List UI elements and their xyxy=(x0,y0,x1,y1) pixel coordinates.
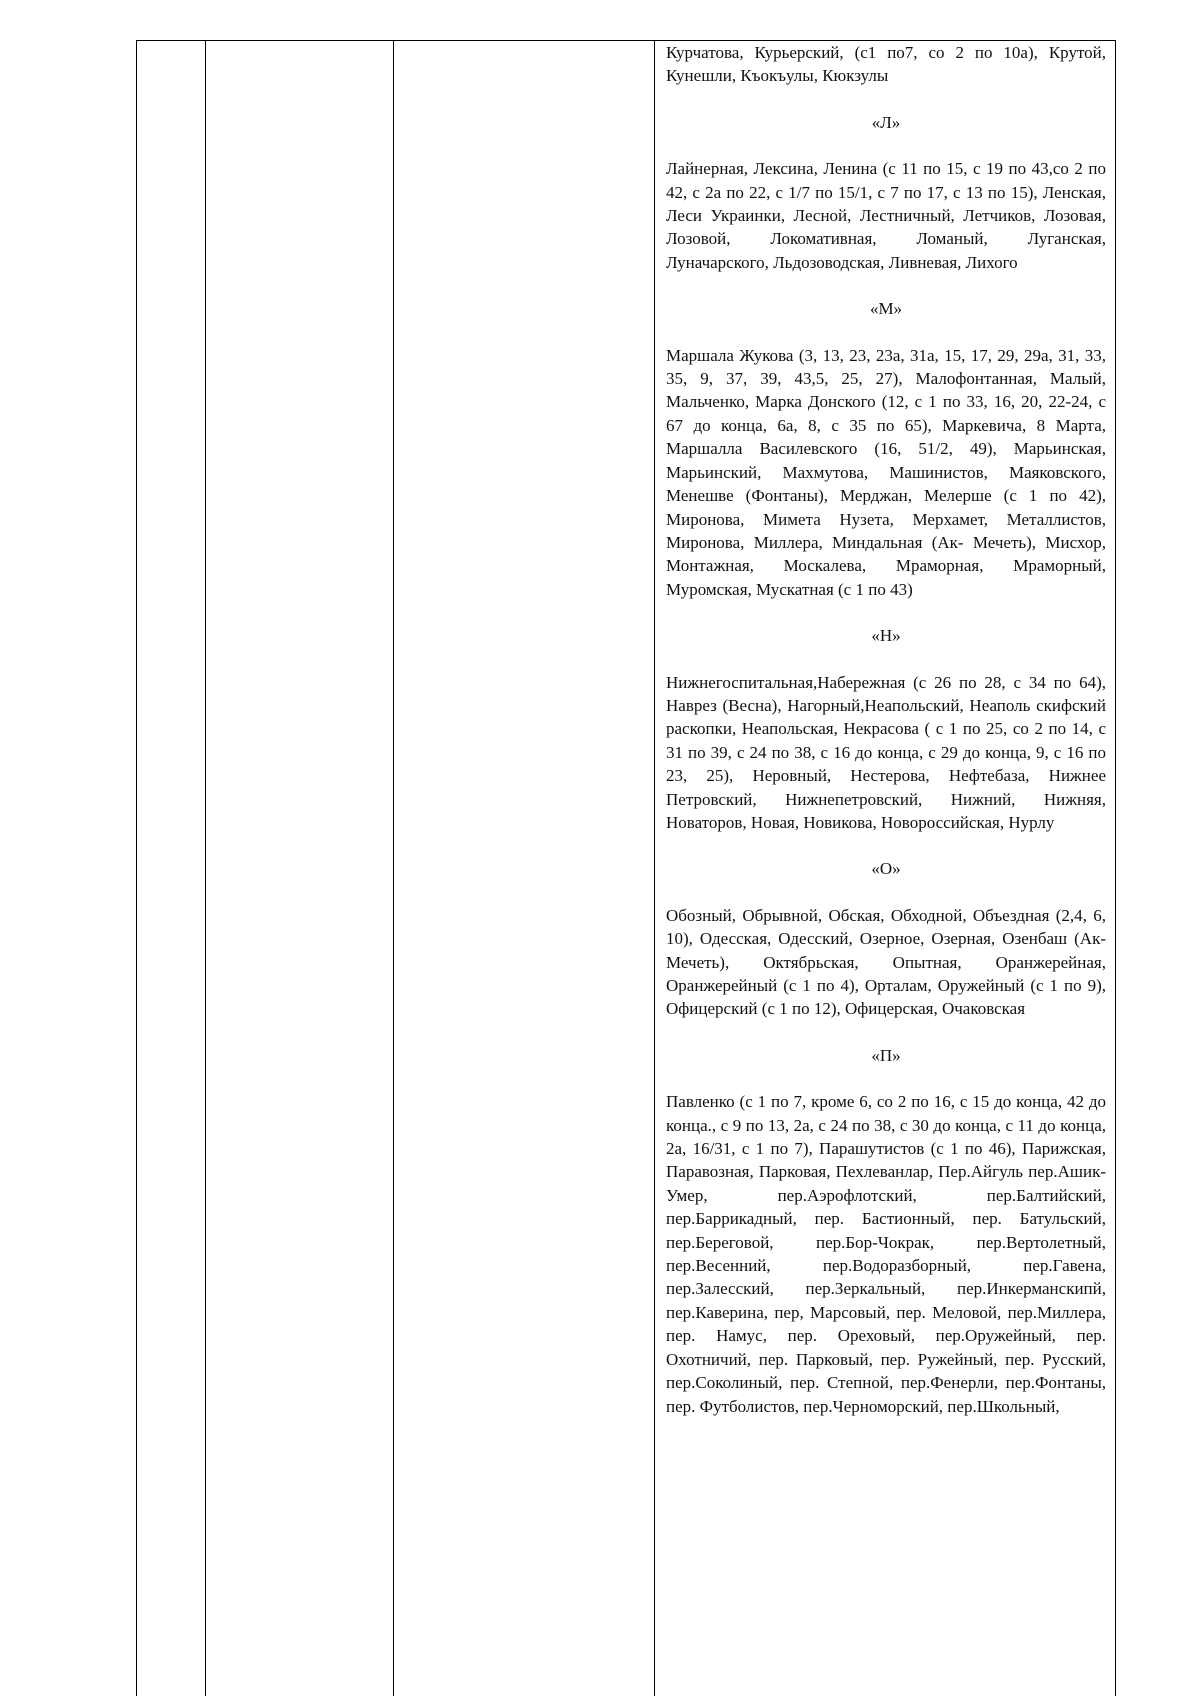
letter-heading-n: «Н» xyxy=(871,626,901,646)
streets-p-paragraph: Павленко (с 1 по 7, кроме 6, со 2 по 16, с 15 до конца, 42 до конца., с 9 по 13, 2а, с 24 по 38, с 30 до конца, с 11 до конца, 2а, 16/31, с 1 по 7), Парашутистов (с 1 по 46), Парижская, Паравозная, Парковая, Пехлеванлар, Пер.Айгуль пер.Ашик-Умер, пер.Аэрофлотский, пер.Балтийский, пер.Баррикадный, пер. Бастионный, пер. Батульский, пер.Береговой, пер.Бор-Чокрак, пер.Вертолетный, пер.Весенний, пер.Водоразборный, пер.Гавена, пер.Залесский, пер.Зеркальный, пер.Инкерманскипй, пер.Каверина, пер, Марсовый, пер. Меловой, пер.Миллера, пер. Намус, пер. Ореховый, пер.Оружейный, пер. Охотничий, пер. Парковый, пер. Ружейный, пер. Русский, пер.Соколиный, пер. Степной, пер.Фенерли, пер.Фонтаны, пер. Футболистов, пер.Черноморский, пер.Школьный, xyxy=(666,1092,1106,1416)
streets-o-paragraph: Обозный, Обрывной, Обская, Обходной, Объездная (2,4, 6, 10), Одесская, Одесский, Озерное, Озерная, Озенбаш (Ак-Мечеть), Октябрьская, Опытная, Оранжерейная, Оранжерейный (с 1 по 4), Орталам, Оружейный (с 1 по 9), Офицерский (с 1 по 12), Офицерская, Очаковская xyxy=(666,905,1106,1019)
streets-table xyxy=(136,40,1116,1696)
streets-cell xyxy=(666,41,1106,1418)
streets-n-paragraph: Нижнегоспитальная,Набережная (с 26 по 28, с 34 по 64), Наврез (Весна), Нагорный,Неапольский, Неаполь скифский раскопки, Неапольская, Некрасова ( с 1 по 25, со 2 по 14, с 31 по 39, с 24 по 38, с 16 до конца, с 29 до конца, 9, с 16 по 23, 25), Неровный, Нестерова, Нефтебаза, Нижнее Петровский, Нижнепетровский, Нижний, Нижняя, Новаторов, Новая, Новикова, Новороссийская, Нурлу xyxy=(666,672,1106,832)
letter-heading-m: «М» xyxy=(869,299,903,319)
letter-heading-o: «О» xyxy=(871,859,901,879)
column-divider-3 xyxy=(654,41,655,1696)
streets-m-paragraph: Маршала Жукова (3, 13, 23, 23а, 31а, 15, 17, 29, 29а, 31, 33, 35, 9, 37, 39, 43,5, 25, 27), Малофонтанная, Малый, Мальченко, Марка Донского (12, с 1 по 33, 16, 20, 22-24, с 67 до конца, 6а, 8, с 35 по 65), Маркевича, 8 Марта, Маршалла Василевского (16, 51/2, 49), Марьинская, Марьинский, Махмутова, Машинистов, Маяковского, Менешве (Фонтаны), Мерджан, Мелерше (с 1 по 42), Миронова, Мимета Нузета, Мерхамет, Металлистов, Миронова, Миллера, Миндальная (Ак- Мечеть), Мисхор, Монтажная, Москалева, Мраморная, Мраморный, Муромская, Мускатная (с 1 по 43) xyxy=(666,345,1106,599)
column-divider-2 xyxy=(393,41,394,1696)
streets-k-paragraph: Курчатова, Курьерский, (с1 по7, со 2 по 10а), Крутой, Кунешли, Къокъулы, Кюкзулы xyxy=(666,43,1106,86)
letter-heading-p: «П» xyxy=(871,1045,901,1065)
column-divider-1 xyxy=(205,41,206,1696)
streets-l-paragraph: Лайнерная, Лексина, Ленина (с 11 по 15, с 19 по 43,со 2 по 42, с 2а по 22, с 1/7 по 15/1, с 7 по 17, с 13 по 15), Ленская, Леси Украинки, Лесной, Лестничный, Летчиков, Лозовая, Лозовой, Локомативная, Ломаный, Луганская, Луначарского, Льдозоводская, Ливневая, Лихого xyxy=(666,159,1106,272)
letter-heading-l: «Л» xyxy=(871,112,901,132)
